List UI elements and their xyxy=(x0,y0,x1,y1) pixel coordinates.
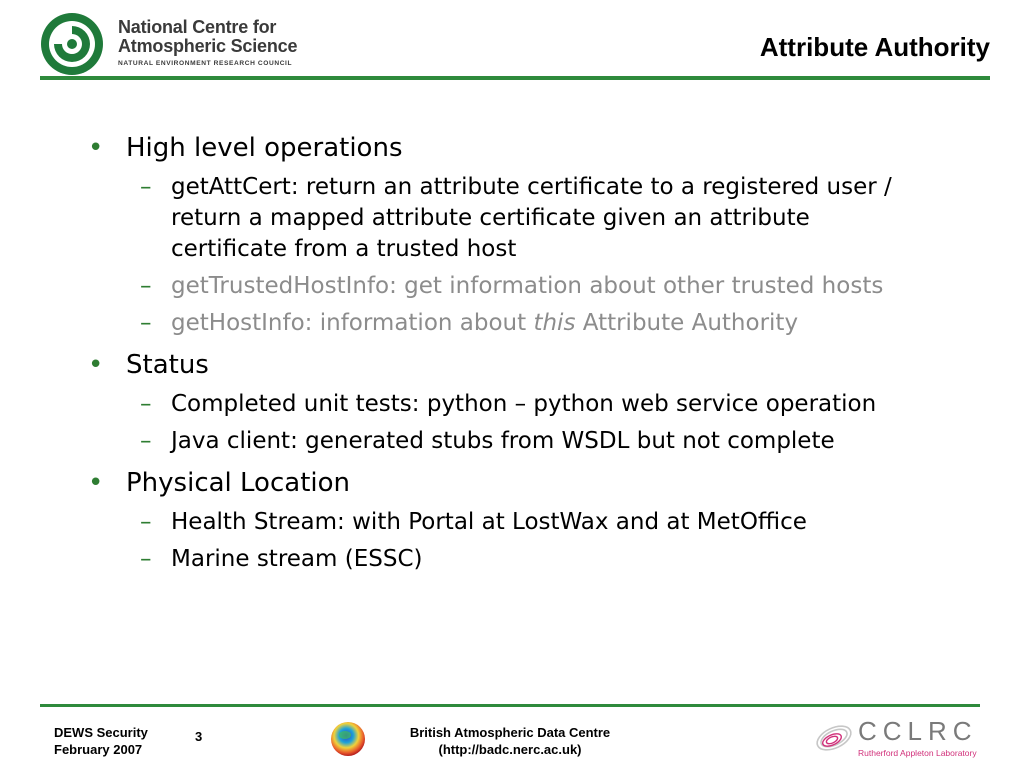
sub-bullet-getattcert xyxy=(84,172,921,265)
org-name-line1: National Centre for xyxy=(118,17,277,37)
sub-bullet-java-client xyxy=(84,426,921,457)
sub-bullet-health-stream xyxy=(84,507,921,538)
sub-bullet-unit-tests xyxy=(84,389,921,420)
sub-bullet-gethostinfo xyxy=(84,308,921,339)
globe-icon xyxy=(330,721,366,757)
bullet-dot-icon: • xyxy=(88,133,104,163)
dash-icon: – xyxy=(140,310,152,336)
sub-bullet-text-after: Attribute Authority xyxy=(575,310,799,336)
footer-date: February 2007 xyxy=(54,742,143,757)
header-divider xyxy=(40,76,990,80)
bullet-physical-location xyxy=(84,467,984,499)
sub-bullet-text: getTrustedHostInfo: get information about other trusted hosts xyxy=(171,273,884,299)
slide-title: Attribute Authority xyxy=(759,32,990,62)
footer-event-info xyxy=(54,724,148,758)
sub-bullet-text: Marine stream (ESSC) xyxy=(171,546,423,572)
page-number: 3 xyxy=(195,729,203,744)
sub-bullet-text: getAttCert: return an attribute certificate to a registered user / return a mapped attribute certificate given an attribute certificate from a trusted host xyxy=(171,174,892,262)
sub-bullet-text-italic: this xyxy=(533,310,576,336)
dash-icon: – xyxy=(140,428,152,454)
bullet-label: Physical Location xyxy=(126,468,350,498)
dash-icon: – xyxy=(140,174,152,200)
footer-event: DEWS Security xyxy=(54,725,148,740)
dash-icon: – xyxy=(140,509,152,535)
sub-bullet-text: Java client: generated stubs from WSDL but not complete xyxy=(171,428,835,454)
cclrc-subtitle: Rutherford Appleton Laboratory xyxy=(858,748,977,758)
footer-divider xyxy=(40,704,980,707)
ncas-ring-icon xyxy=(40,12,104,76)
dash-icon: – xyxy=(140,546,152,572)
bullet-label: High level operations xyxy=(126,133,403,163)
ncas-logo xyxy=(40,10,330,76)
sub-bullet-gettrustedhostinfo xyxy=(84,271,921,302)
cclrc-logo xyxy=(812,712,992,762)
cclrc-wordmark: CCLRC xyxy=(858,716,978,746)
bullet-label: Status xyxy=(126,350,209,380)
cclrc-swirl-icon xyxy=(812,712,856,760)
bullet-dot-icon: • xyxy=(88,468,104,498)
dash-icon: – xyxy=(140,391,152,417)
footer-centre-url: (http://badc.nerc.ac.uk) xyxy=(438,742,582,757)
dash-icon: – xyxy=(140,273,152,299)
footer-centre-name: British Atmospheric Data Centre xyxy=(409,725,611,740)
org-name-line2: Atmospheric Science xyxy=(118,36,298,56)
org-subtitle: NATURAL ENVIRONMENT RESEARCH COUNCIL xyxy=(118,60,293,67)
sub-bullet-text: Completed unit tests: python – python web service operation xyxy=(171,391,877,417)
sub-bullet-text-before: getHostInfo: information about xyxy=(171,310,534,336)
sub-bullet-marine-stream xyxy=(84,544,921,575)
bullet-status xyxy=(84,349,984,381)
bullet-dot-icon: • xyxy=(88,350,104,380)
org-name xyxy=(118,18,297,56)
footer-centre-info xyxy=(380,724,640,758)
slide-body xyxy=(84,132,984,581)
sub-bullet-text: Health Stream: with Portal at LostWax and at MetOffice xyxy=(171,509,807,535)
bullet-high-level-operations xyxy=(84,132,984,164)
